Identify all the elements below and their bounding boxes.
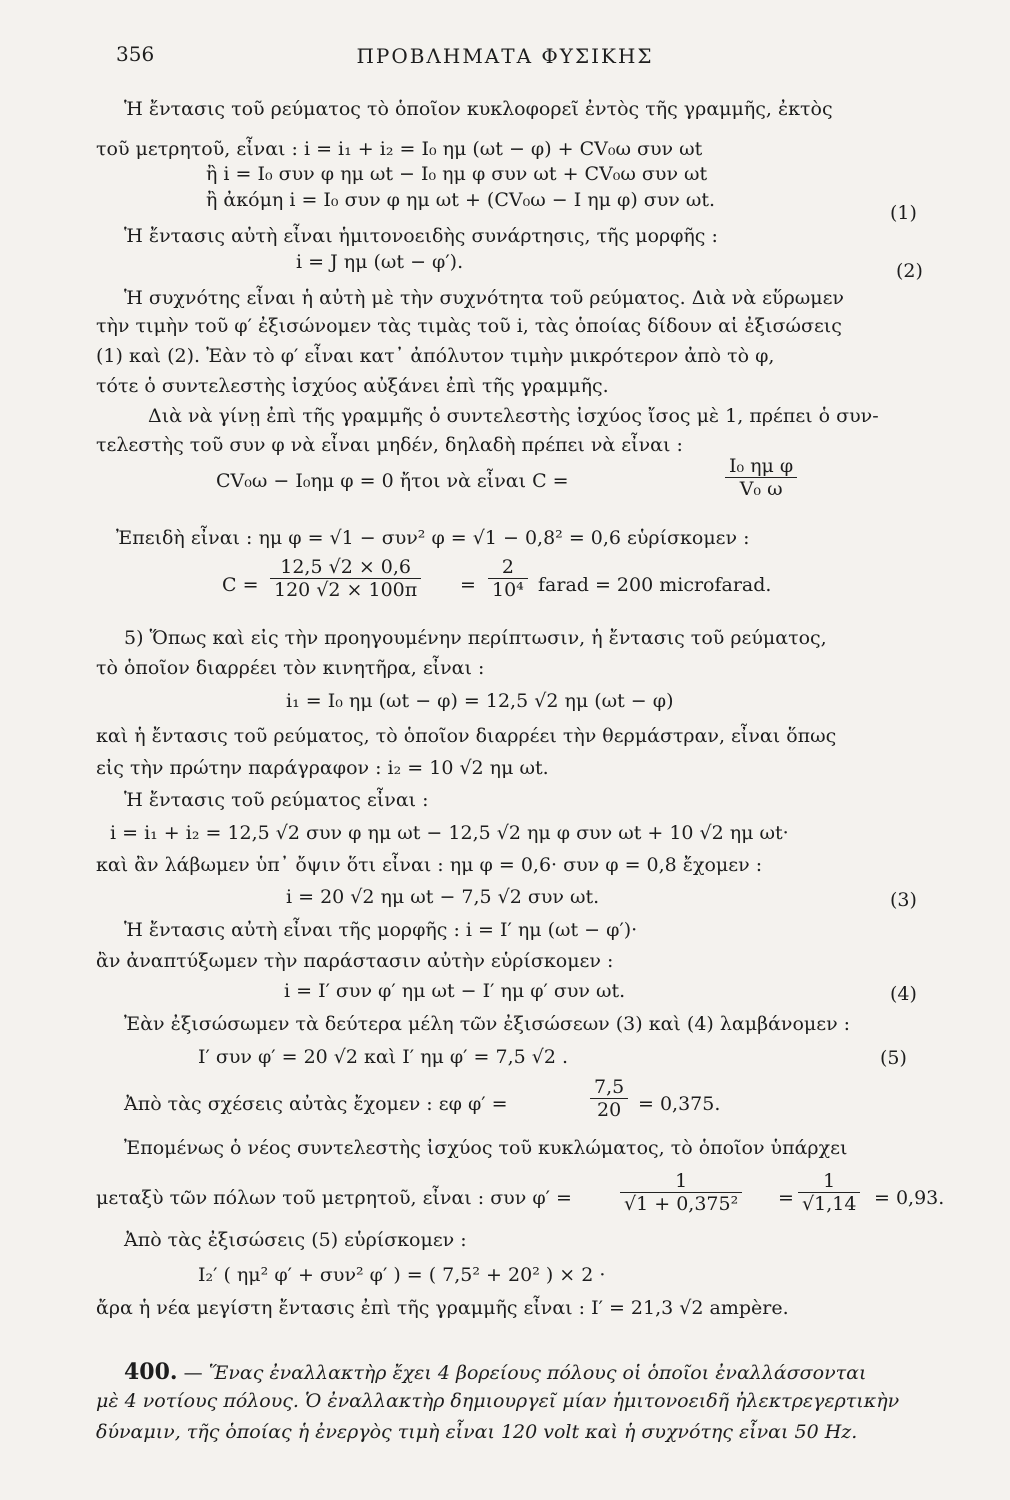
fraction-value (488, 556, 528, 601)
equation-line: Ἀπὸ τὰς σχέσεις αὐτὰς ἔχομεν : εφ φ′ = (124, 1093, 508, 1115)
fraction-denominator: 20 (597, 1099, 622, 1121)
equation-line: I′ συν φ′ = 20 √2 καὶ I′ ημ φ′ = 7,5 √2 . (198, 1046, 569, 1068)
text-line: (1) καὶ (2). Ἐὰν τὸ φ′ εἶναι κατ᾽ ἀπόλυτον τιμὴν μικρότερον ἀπὸ τὸ φ, (96, 345, 775, 367)
fraction-numerator: I₀ ημ φ (725, 455, 797, 478)
fraction-denominator: V₀ ω (739, 478, 783, 500)
equation-line: ἢ ἀκόμη i = I₀ συν φ ημ ωt + (CV₀ω − I ημ φ) συν ωt. (206, 189, 716, 211)
text-line: Ἡ ἔντασις αὐτὴ εἶναι ἡμιτονοειδὴς συνάρτησις, τῆς μορφῆς : (124, 225, 718, 247)
problem-dash: — (183, 1362, 203, 1384)
text-line: Διὰ νὰ γίνῃ ἐπὶ τῆς γραμμῆς ὁ συντελεστὴς ἰσχύος ἴσος μὲ 1, πρέπει ὁ συν- (148, 405, 879, 427)
text-line: Ἐὰν ἐξισώσωμεν τὰ δεύτερα μέλη τῶν ἐξισώσεων (3) καὶ (4) λαμβάνομεν : (124, 1013, 851, 1035)
equation-line: = 0,375. (638, 1093, 721, 1115)
problem-line: μὲ 4 νοτίους πόλους. Ὁ ἐναλλακτὴρ δημιουργεῖ μίαν ἡμιτονοειδῆ ἠλεκτρεγερτικὴν (96, 1390, 900, 1412)
fraction-denominator: √1,14 (802, 1193, 857, 1215)
equation-line: μεταξὺ τῶν πόλων τοῦ μετρητοῦ, εἶναι : συν φ′ = (96, 1187, 572, 1209)
equation-line: τοῦ μετρητοῦ, εἶναι : i = i₁ + i₂ = I₀ ημ (ωt − φ) + CV₀ω συν ωt (96, 138, 703, 160)
equation-line: C = (222, 574, 259, 596)
text-line: τὸ ὁποῖον διαρρέει τὸν κινητῆρα, εἶναι : (96, 657, 485, 679)
equation-number: (2) (896, 260, 923, 282)
problem-number: 400. (124, 1359, 178, 1385)
equation-line: farad = 200 microfarad. (538, 574, 772, 596)
text-line: 5) Ὅπως καὶ εἰς τὴν προηγουμένην περίπτωσιν, ἡ ἔντασις τοῦ ρεύματος, (124, 627, 827, 649)
text-line: καὶ ἂν λάβωμεν ὑπ᾽ ὄψιν ὅτι εἶναι : ημ φ = 0,6· συν φ = 0,8 ἔχομεν : (96, 854, 763, 876)
fraction-numerator: 1 (798, 1170, 860, 1193)
equation-line: CV₀ω − I₀ημ φ = 0 ἤτοι νὰ εἶναι C = (216, 470, 569, 492)
equation-line: I₂′ ( ημ² φ′ + συν² φ′ ) = ( 7,5² + 20² ) × 2 · (198, 1264, 606, 1286)
equation-number: (4) (890, 983, 917, 1005)
problem-text: Ἕνας ἐναλλακτὴρ ἔχει 4 βορείους πόλους οἱ ὁποῖοι ἐναλλάσσονται (208, 1362, 867, 1384)
text-line: Ἡ συχνότης εἶναι ἡ αὐτὴ μὲ τὴν συχνότητα τοῦ ρεύματος. Διὰ νὰ εὕρωμεν (124, 287, 844, 309)
text-line: Ἡ ἔντασις τοῦ ρεύματος εἶναι : (124, 789, 429, 811)
fraction-capacitance (270, 556, 421, 601)
equation-line: i₁ = I₀ ημ (ωt − φ) = 12,5 √2 ημ (ωt − φ) (286, 690, 674, 712)
fraction-c (725, 455, 797, 500)
problem-line (124, 1360, 866, 1385)
equation-number: (3) (890, 889, 917, 911)
equation-line: Ἐπειδὴ εἶναι : ημ φ = √1 − συν² φ = √1 − 0,8² = 0,6 εὑρίσκομεν : (116, 527, 750, 549)
text-line: τότε ὁ συντελεστὴς ἰσχύος αὐξάνει ἐπὶ τῆς γραμμῆς. (96, 375, 609, 397)
equation-line: i = J ημ (ωt − φ′). (296, 251, 464, 273)
text-line: Ἀπὸ τὰς ἐξισώσεις (5) εὑρίσκομεν : (124, 1229, 467, 1251)
fraction-power-factor (620, 1170, 742, 1215)
equation-line: ἄρα ἡ νέα μεγίστη ἔντασις ἐπὶ τῆς γραμμῆς εἶναι : I′ = 21,3 √2 ampère. (96, 1297, 789, 1319)
fraction-denominator: 10⁴ (492, 579, 524, 601)
equation-line: = (778, 1187, 794, 1209)
equation-line: i = 20 √2 ημ ωt − 7,5 √2 συν ωt. (286, 886, 600, 908)
fraction-denominator: √1 + 0,375² (624, 1193, 739, 1215)
equation-number: (5) (880, 1047, 907, 1069)
fraction-numerator: 12,5 √2 × 0,6 (270, 556, 421, 579)
fraction-tangent (590, 1076, 628, 1121)
text-line: Ἐπομένως ὁ νέος συντελεστὴς ἰσχύος τοῦ κυκλώματος, τὸ ὁποῖον ὑπάρχει (124, 1137, 848, 1159)
equation-line: i = I′ συν φ′ ημ ωt − I′ ημ φ′ συν ωt. (284, 980, 626, 1002)
fraction-numerator: 1 (620, 1170, 742, 1193)
equation-line: i = i₁ + i₂ = 12,5 √2 συν φ ημ ωt − 12,5 √2 ημ φ συν ωt + 10 √2 ημ ωt· (110, 822, 789, 844)
equation-line: = 0,93. (874, 1187, 945, 1209)
text-line: τελεστὴς τοῦ συν φ νὰ εἶναι μηδέν, δηλαδὴ πρέπει νὰ εἶναι : (96, 434, 683, 456)
running-title: ΠΡΟΒΛΗΜΑΤΑ ΦΥΣΙΚΗΣ (356, 44, 654, 68)
text-line: Ἡ ἔντασις τοῦ ρεύματος τὸ ὁποῖον κυκλοφορεῖ ἐντὸς τῆς γραμμῆς, ἐκτὸς (124, 98, 833, 120)
fraction-numerator: 2 (488, 556, 528, 579)
page-number: 356 (116, 42, 155, 66)
problem-line: δύναμιν, τῆς ὁποίας ἡ ἐνεργὸς τιμὴ εἶναι 120 volt καὶ ἡ συχνότης εἶναι 50 Hz. (96, 1421, 858, 1443)
text-line: τὴν τιμὴν τοῦ φ′ ἐξισώνομεν τὰς τιμὰς τοῦ i, τὰς ὁποίας δίδουν αἱ ἐξισώσεις (96, 315, 842, 337)
fraction-numerator: 7,5 (590, 1076, 628, 1099)
equation-line: ἢ i = I₀ συν φ ημ ωt − I₀ ημ φ συν ωt + CV₀ω συν ωt (206, 163, 708, 185)
fraction-power-factor-2 (798, 1170, 860, 1215)
fraction-denominator: 120 √2 × 100π (274, 579, 418, 601)
text-line: εἰς τὴν πρώτην παράγραφον : i₂ = 10 √2 ημ ωt. (96, 757, 549, 779)
text-line: καὶ ἡ ἔντασις τοῦ ρεύματος, τὸ ὁποῖον διαρρέει τὴν θερμάστραν, εἶναι ὅπως (96, 725, 837, 747)
text-line: Ἡ ἔντασις αὐτὴ εἶναι τῆς μορφῆς : i = I′ ημ (ωt − φ′)· (124, 919, 638, 941)
equation-number: (1) (890, 202, 917, 224)
text-line: ἂν ἀναπτύξωμεν τὴν παράστασιν αὐτὴν εὑρίσκομεν : (96, 950, 614, 972)
equation-line: = (460, 574, 476, 596)
